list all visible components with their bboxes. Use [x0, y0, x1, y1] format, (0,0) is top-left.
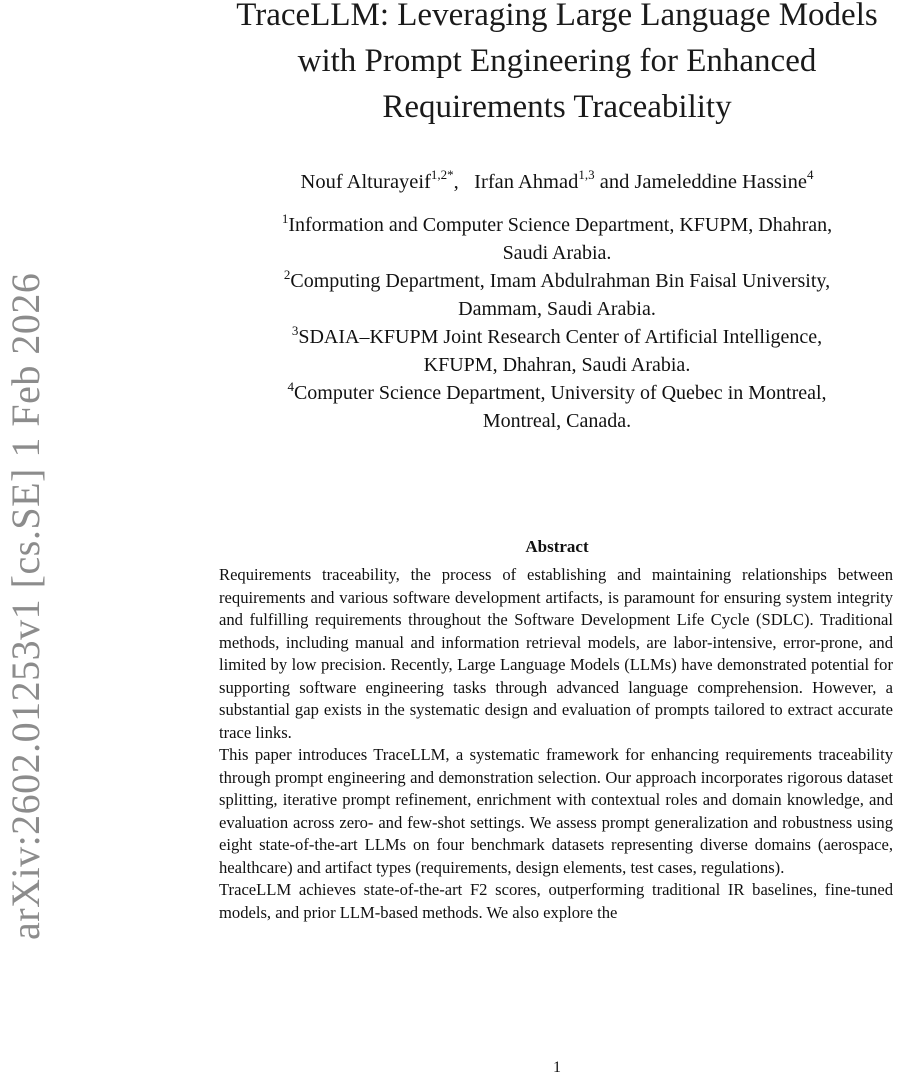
- author-name: Nouf Alturayeif: [300, 171, 431, 193]
- affiliation-mark: 4: [287, 379, 294, 394]
- author-name: Jameleddine Hassine: [634, 171, 807, 193]
- affiliation-list: [210, 211, 904, 435]
- arxiv-identifier-stamp: arXiv:2602.01253v1 [cs.SE] 1 Feb 2026: [3, 272, 48, 940]
- title-line-3: Requirements Traceability: [382, 89, 732, 125]
- abstract-paragraph: Requirements traceability, the process of establishing and maintaining relationships between requirements and various software development artifacts, is paramount for ensuring system integrity and fulfilling requirements throughout the Software Development Life Cycle (SDLC). Traditional methods, including manual and information retrieval models, are labor-intensive, error-prone, and limited by low precision. Recently, Large Language Models (LLMs) have demonstrated potential for supporting software engineering tasks through advanced language comprehension. However, a substantial gap exists in the systematic design and evaluation of prompts tailored to extract accurate trace links.: [219, 565, 893, 742]
- author-affiliation-marks: 1,3: [578, 167, 595, 182]
- author-name: Irfan Ahmad: [474, 171, 579, 193]
- affiliation-line: Computing Department, Imam Abdulrahman Bin Faisal University,: [290, 270, 831, 292]
- affiliation-mark: 1: [281, 211, 289, 226]
- author-separator: and: [599, 171, 630, 193]
- abstract-body: [219, 564, 893, 924]
- author-list: [210, 168, 904, 196]
- title-line-2: with Prompt Engineering for Enhanced: [297, 43, 817, 79]
- page-number: 1: [553, 1059, 561, 1076]
- affiliation-line: Computer Science Department, University of Quebec in Montreal,: [293, 382, 827, 404]
- affiliation: [210, 267, 904, 323]
- affiliation: [210, 323, 904, 379]
- affiliation-line: KFUPM, Dhahran, Saudi Arabia.: [423, 354, 691, 376]
- affiliation: [210, 379, 904, 435]
- paper-title: [210, 0, 904, 130]
- affiliation-mark: 2: [283, 267, 291, 282]
- abstract-paragraph: TraceLLM achieves state-of-the-art F2 scores, outperforming traditional IR baselines, fine-tuned models, and prior LLM-based methods. We also explore the: [219, 880, 893, 922]
- title-line-1: TraceLLM: Leveraging Large Language Models: [236, 0, 878, 33]
- author-separator: ,: [453, 171, 459, 193]
- affiliation-line: SDAIA–KFUPM Joint Research Center of Artificial Intelligence,: [298, 326, 823, 348]
- affiliation-line: Saudi Arabia.: [502, 242, 612, 264]
- affiliation-line: Montreal, Canada.: [482, 410, 632, 432]
- affiliation: [210, 211, 904, 267]
- author-affiliation-marks: 4: [806, 167, 814, 182]
- affiliation-line: Information and Computer Science Department, KFUPM, Dhahran,: [288, 214, 833, 236]
- author-affiliation-marks: 1,2*: [430, 167, 454, 182]
- affiliation-mark: 3: [291, 323, 299, 338]
- affiliation-line: Dammam, Saudi Arabia.: [458, 298, 656, 320]
- abstract-heading: Abstract: [525, 537, 589, 556]
- abstract-paragraph: This paper introduces TraceLLM, a systematic framework for enhancing requirements traceability through prompt engineering and demonstration selection. Our approach incorporates rigorous dataset splitting, iterative prompt refinement, enrichment with contextual roles and domain knowledge, and evaluation across zero- and few-shot settings. We assess prompt generalization and robustness using eight state-of-the-art LLMs on four benchmark datasets representing diverse domains (aerospace, healthcare) and artifact types (requirements, design elements, test cases, regulations).: [219, 745, 893, 877]
